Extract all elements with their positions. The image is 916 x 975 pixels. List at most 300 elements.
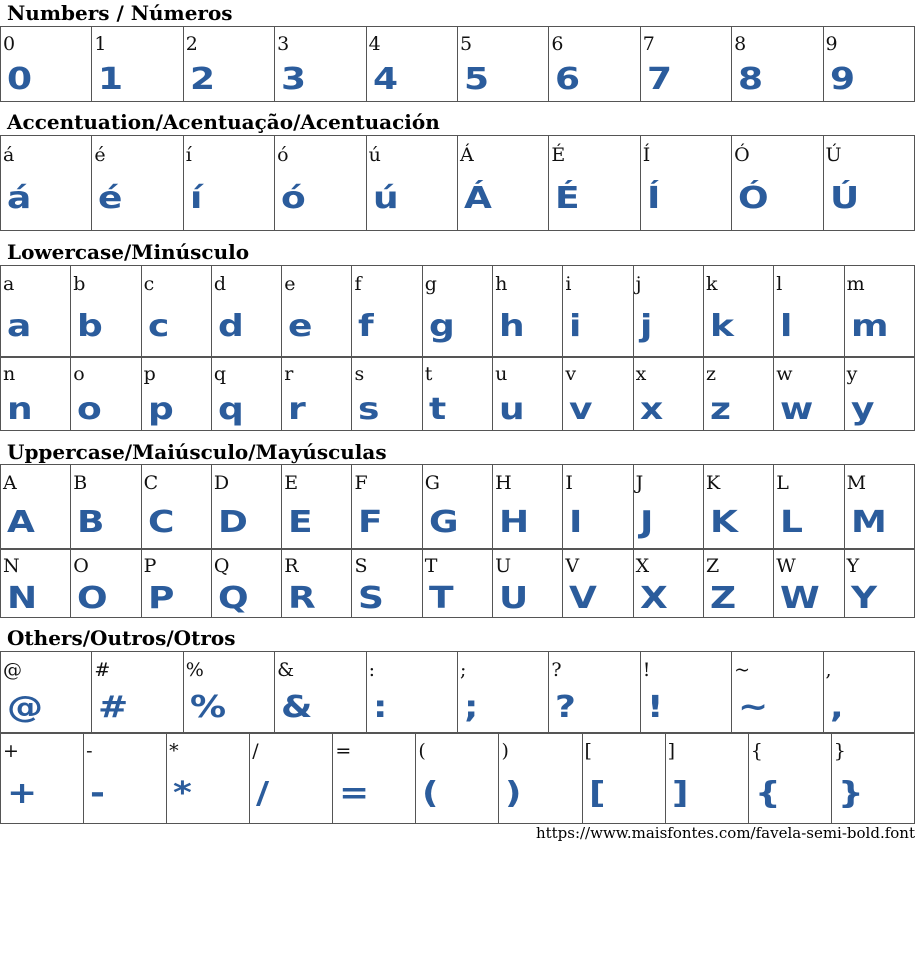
character-label: L (776, 472, 789, 494)
glyph-cell (183, 652, 274, 734)
glyph-cell (732, 27, 823, 102)
character-glyph: f (358, 309, 375, 344)
glyph-cell (250, 733, 333, 824)
character-glyph: É (555, 181, 580, 216)
glyph-cell (493, 549, 563, 618)
glyph-cell (211, 266, 281, 358)
glyph-row (1, 266, 915, 358)
character-label: M (846, 472, 867, 494)
glyph-cell (71, 549, 141, 618)
glyph-cell (457, 27, 548, 102)
character-label: U (495, 555, 512, 577)
character-glyph: ( (422, 776, 439, 811)
character-label: r (284, 363, 294, 385)
glyph-cell (748, 733, 831, 824)
character-glyph: U (499, 581, 529, 616)
glyph-cell (92, 136, 183, 231)
character-glyph: v (569, 392, 593, 427)
character-glyph: 2 (189, 62, 215, 97)
character-label: } (833, 740, 846, 762)
glyph-cell (422, 465, 492, 550)
glyph-cell (549, 136, 640, 231)
glyph-cell (640, 652, 731, 734)
character-glyph: ó (281, 181, 306, 216)
character-label: j (635, 273, 642, 295)
glyph-cell (774, 549, 844, 618)
character-label: q (213, 363, 227, 385)
glyph-cell (84, 733, 167, 824)
character-glyph: r (288, 392, 306, 427)
character-glyph: é (98, 181, 123, 216)
section-title-accentuation: Accentuation/Acentuação/Acentuación (7, 110, 440, 134)
character-glyph: z (709, 392, 731, 427)
glyph-cell (71, 357, 141, 431)
glyph-cell (366, 136, 457, 231)
character-glyph: C (147, 505, 175, 540)
glyph-cell (422, 549, 492, 618)
glyph-cell (844, 266, 914, 358)
character-glyph: ] (671, 776, 689, 811)
character-label: Z (705, 555, 720, 577)
glyph-cell (703, 549, 773, 618)
character-label: x (635, 363, 647, 385)
others-grid-row-2 (0, 732, 915, 824)
character-glyph: D (217, 505, 248, 540)
character-label: 6 (551, 33, 564, 55)
character-label: N (3, 555, 20, 577)
glyph-row (1, 652, 915, 734)
glyph-cell (183, 27, 274, 102)
section-title-lowercase: Lowercase/Minúsculo (7, 240, 250, 264)
glyph-cell (633, 549, 703, 618)
glyph-cell (633, 357, 703, 431)
lowercase-grid-row-1 (0, 265, 915, 358)
character-label: R (284, 555, 299, 577)
character-glyph: A (7, 505, 35, 540)
character-label: + (3, 740, 19, 762)
character-glyph: e (288, 309, 313, 344)
character-glyph: Ú (829, 181, 859, 216)
glyph-cell (71, 465, 141, 550)
character-glyph: @ (7, 690, 43, 725)
glyph-cell (703, 465, 773, 550)
character-label: = (335, 740, 352, 762)
character-glyph: % (189, 690, 226, 725)
character-glyph: ? (555, 690, 577, 725)
glyph-row (1, 465, 915, 550)
glyph-cell (563, 549, 633, 618)
character-glyph: } (837, 776, 864, 811)
glyph-cell (1, 733, 84, 824)
glyph-cell (183, 136, 274, 231)
character-glyph: P (147, 581, 174, 616)
character-label: : (368, 659, 375, 681)
character-glyph: ~ (738, 690, 769, 725)
character-label: ? (551, 659, 562, 681)
character-glyph: m (850, 309, 889, 344)
glyph-cell (549, 652, 640, 734)
glyph-cell (211, 465, 281, 550)
character-glyph: T (428, 581, 454, 616)
glyph-cell (1, 465, 71, 550)
character-label: v (565, 363, 577, 385)
glyph-cell (282, 465, 352, 550)
character-label: t (424, 363, 433, 385)
character-label: d (213, 273, 227, 295)
character-label: Y (846, 555, 860, 577)
glyph-cell (352, 357, 422, 431)
glyph-cell (282, 357, 352, 431)
character-glyph: X (639, 581, 668, 616)
lowercase-grid-row-2 (0, 356, 915, 431)
glyph-cell (275, 136, 366, 231)
character-glyph: = (339, 776, 370, 811)
character-label: Ó (734, 144, 750, 166)
character-glyph: i (569, 309, 582, 344)
character-label: m (846, 273, 865, 295)
character-glyph: q (217, 392, 244, 427)
glyph-row (1, 136, 915, 231)
character-label: Í (642, 144, 651, 166)
numbers-grid (0, 26, 915, 102)
accentuation-grid (0, 135, 915, 231)
character-label: T (424, 555, 438, 577)
character-label: c (143, 273, 155, 295)
glyph-cell (1, 549, 71, 618)
glyph-row (1, 733, 915, 824)
character-glyph: y (850, 392, 875, 427)
glyph-cell (493, 357, 563, 431)
glyph-cell (92, 27, 183, 102)
character-label: p (143, 363, 156, 385)
glyph-cell (633, 465, 703, 550)
character-glyph: J (639, 505, 654, 540)
character-glyph: [ (588, 776, 606, 811)
character-label: D (213, 472, 230, 494)
character-label: { (750, 740, 763, 762)
character-glyph: x (639, 392, 663, 427)
character-glyph: Z (709, 581, 737, 616)
character-glyph: o (77, 392, 103, 427)
character-glyph: 4 (372, 62, 398, 97)
glyph-row (1, 27, 915, 102)
character-glyph: K (709, 505, 738, 540)
character-glyph: B (77, 505, 105, 540)
glyph-cell (823, 27, 914, 102)
glyph-cell (774, 266, 844, 358)
character-label: P (143, 555, 157, 577)
character-glyph: # (98, 690, 129, 725)
character-glyph: , (829, 690, 844, 725)
character-label: 2 (185, 33, 198, 55)
character-glyph: t (428, 392, 446, 427)
character-glyph: + (7, 776, 38, 811)
glyph-cell (333, 733, 416, 824)
glyph-cell (141, 357, 211, 431)
character-label: Á (459, 144, 474, 166)
glyph-cell (703, 266, 773, 358)
glyph-cell (732, 652, 823, 734)
glyph-cell (141, 549, 211, 618)
character-glyph: u (499, 392, 525, 427)
character-label: k (705, 273, 718, 295)
glyph-cell (422, 357, 492, 431)
character-glyph: ú (372, 181, 399, 216)
character-label: É (551, 144, 566, 166)
character-label: W (776, 555, 796, 577)
glyph-cell (71, 266, 141, 358)
glyph-cell (493, 266, 563, 358)
character-glyph: N (7, 581, 38, 616)
character-glyph: s (358, 392, 380, 427)
character-label: a (3, 273, 15, 295)
character-label: ] (667, 740, 676, 762)
character-label: 8 (734, 33, 747, 55)
glyph-cell (352, 266, 422, 358)
glyph-cell (563, 266, 633, 358)
character-label: n (3, 363, 16, 385)
section-title-numbers: Numbers / Números (7, 1, 233, 25)
character-label: C (143, 472, 159, 494)
character-label: ~ (734, 659, 751, 681)
character-label: ! (642, 659, 651, 681)
character-label: S (354, 555, 368, 577)
glyph-cell (366, 27, 457, 102)
character-label: # (94, 659, 111, 681)
glyph-cell (1, 357, 71, 431)
glyph-cell (732, 136, 823, 231)
character-label: ó (277, 144, 289, 166)
character-label: @ (3, 659, 22, 681)
character-label: ( (418, 740, 426, 762)
character-label: g (424, 273, 437, 295)
character-label: s (354, 363, 365, 385)
character-label: / (252, 740, 259, 762)
character-glyph: a (7, 309, 32, 344)
character-glyph: k (709, 309, 734, 344)
character-label: H (495, 472, 512, 494)
character-label: O (73, 555, 89, 577)
character-label: í (185, 144, 192, 166)
character-label: ; (459, 659, 467, 681)
character-glyph: : (372, 690, 387, 725)
character-glyph: Y (850, 581, 877, 616)
glyph-cell (275, 27, 366, 102)
character-glyph: 7 (646, 62, 672, 97)
character-glyph: p (147, 392, 174, 427)
others-grid-row-1 (0, 651, 915, 734)
character-label: 4 (368, 33, 381, 55)
glyph-cell (366, 652, 457, 734)
glyph-cell (352, 549, 422, 618)
character-glyph: H (499, 505, 530, 540)
character-glyph: n (7, 392, 33, 427)
character-label: V (565, 555, 580, 577)
glyph-cell (831, 733, 914, 824)
character-glyph: & (281, 690, 313, 725)
character-label: 0 (3, 33, 16, 55)
character-glyph: Í (646, 181, 661, 216)
character-label: l (776, 273, 783, 295)
glyph-cell (457, 652, 548, 734)
character-glyph: g (428, 309, 455, 344)
character-glyph: ) (505, 776, 522, 811)
character-label: G (424, 472, 440, 494)
glyph-cell (493, 465, 563, 550)
glyph-cell (211, 357, 281, 431)
character-glyph: c (147, 309, 169, 344)
character-glyph: - (90, 776, 106, 811)
character-glyph: F (358, 505, 384, 540)
glyph-cell (422, 266, 492, 358)
character-label: % (185, 659, 204, 681)
character-glyph: h (499, 309, 525, 344)
character-glyph: 5 (463, 62, 490, 97)
glyph-cell (211, 549, 281, 618)
character-label: K (705, 472, 721, 494)
character-glyph: I (569, 505, 583, 540)
character-glyph: ; (463, 690, 479, 725)
character-label: z (705, 363, 716, 385)
character-glyph: ! (646, 690, 664, 725)
character-glyph: 1 (98, 62, 124, 97)
character-label: Ú (825, 144, 842, 166)
character-label: é (94, 144, 106, 166)
glyph-cell (141, 465, 211, 550)
footer-url[interactable]: https://www.maisfontes.com/favela-semi-bold.font (535, 824, 915, 842)
character-glyph: 6 (555, 62, 581, 97)
glyph-row (1, 357, 915, 431)
character-label: - (86, 740, 93, 762)
glyph-cell (1, 136, 92, 231)
character-glyph: Q (217, 581, 249, 616)
character-label: & (277, 659, 295, 681)
character-label: f (354, 273, 362, 295)
character-glyph: b (77, 309, 104, 344)
character-glyph: 3 (281, 62, 307, 97)
glyph-cell (823, 136, 914, 231)
glyph-cell (352, 465, 422, 550)
glyph-cell (640, 136, 731, 231)
character-label: J (635, 472, 644, 494)
character-label: X (635, 555, 650, 577)
character-glyph: O (77, 581, 108, 616)
character-label: [ (584, 740, 592, 762)
character-glyph: 0 (7, 62, 33, 97)
character-label: o (73, 363, 85, 385)
character-glyph: R (288, 581, 316, 616)
character-glyph: Ó (738, 181, 769, 216)
glyph-cell (844, 357, 914, 431)
glyph-cell (582, 733, 665, 824)
character-glyph: l (780, 309, 793, 344)
character-label: F (354, 472, 368, 494)
glyph-cell (282, 549, 352, 618)
character-glyph: / (256, 776, 270, 811)
character-label: ) (501, 740, 509, 762)
glyph-cell (665, 733, 748, 824)
character-glyph: G (428, 505, 459, 540)
glyph-cell (633, 266, 703, 358)
glyph-cell (1, 266, 71, 358)
glyph-cell (282, 266, 352, 358)
character-glyph: 8 (738, 62, 764, 97)
section-title-others: Others/Outros/Otros (7, 626, 236, 650)
glyph-cell (823, 652, 914, 734)
glyph-cell (844, 549, 914, 618)
glyph-cell (563, 465, 633, 550)
character-label: y (846, 363, 858, 385)
character-glyph: * (173, 776, 192, 811)
glyph-cell (167, 733, 250, 824)
glyph-cell (416, 733, 499, 824)
character-label: 1 (94, 33, 107, 55)
glyph-row (1, 549, 915, 618)
character-label: u (495, 363, 508, 385)
character-label: á (3, 144, 15, 166)
character-label: b (73, 273, 86, 295)
uppercase-grid-row-1 (0, 464, 915, 550)
character-label: , (825, 659, 832, 681)
glyph-cell (141, 266, 211, 358)
character-glyph: d (217, 309, 244, 344)
character-label: B (73, 472, 88, 494)
glyph-cell (774, 465, 844, 550)
character-label: Q (213, 555, 230, 577)
glyph-cell (275, 652, 366, 734)
character-label: 3 (277, 33, 290, 55)
glyph-cell (703, 357, 773, 431)
character-label: 5 (459, 33, 473, 55)
section-title-uppercase: Uppercase/Maiúsculo/Mayúsculas (7, 440, 387, 464)
character-glyph: á (7, 181, 32, 216)
character-label: E (284, 472, 299, 494)
character-label: e (284, 273, 296, 295)
character-label: * (169, 740, 179, 762)
character-glyph: Á (463, 181, 492, 216)
character-glyph: V (569, 581, 598, 616)
character-label: ú (368, 144, 381, 166)
glyph-cell (640, 27, 731, 102)
character-glyph: í (189, 181, 203, 216)
character-glyph: E (288, 505, 313, 540)
glyph-cell (1, 27, 92, 102)
glyph-cell (92, 652, 183, 734)
character-glyph: S (358, 581, 385, 616)
glyph-cell (774, 357, 844, 431)
character-glyph: W (780, 581, 820, 616)
character-glyph: 9 (829, 62, 855, 97)
character-label: i (565, 273, 572, 295)
character-label: A (3, 472, 17, 494)
uppercase-grid-row-2 (0, 548, 915, 618)
character-label: 9 (825, 33, 838, 55)
character-label: h (495, 273, 508, 295)
character-label: w (776, 363, 793, 385)
character-glyph: w (780, 392, 814, 427)
glyph-cell (457, 136, 548, 231)
glyph-cell (499, 733, 582, 824)
character-glyph: L (780, 505, 804, 540)
character-glyph: M (850, 505, 887, 540)
character-glyph: { (754, 776, 781, 811)
glyph-cell (1, 652, 92, 734)
glyph-cell (563, 357, 633, 431)
character-label: I (565, 472, 573, 494)
glyph-cell (844, 465, 914, 550)
character-label: 7 (642, 33, 655, 55)
glyph-cell (549, 27, 640, 102)
